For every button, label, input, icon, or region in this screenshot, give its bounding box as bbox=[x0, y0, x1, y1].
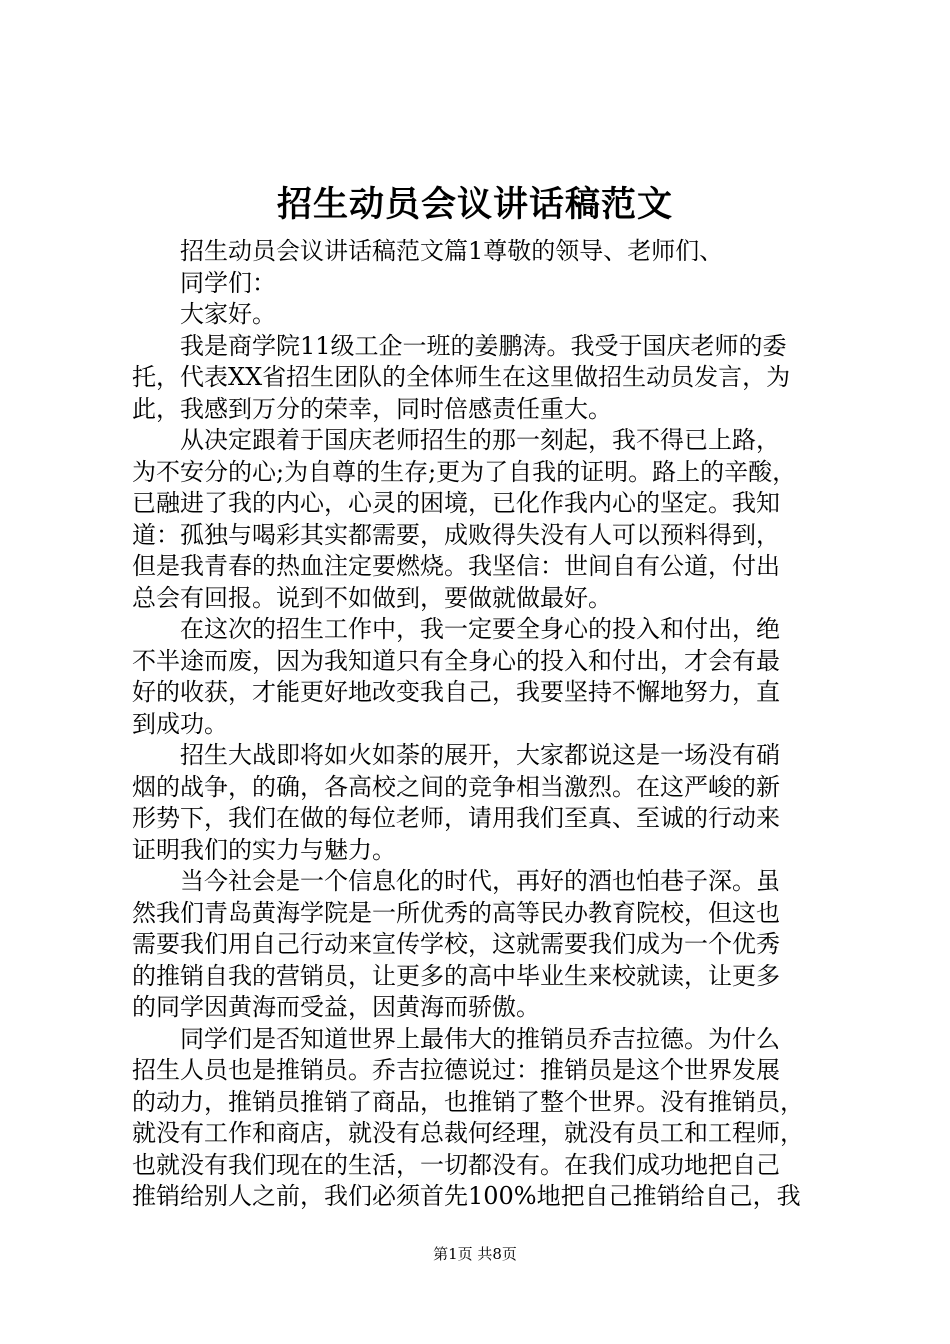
text-line: 推销给别人之前，我们必须首先100%地把自己推销给自己，我 bbox=[132, 1182, 801, 1210]
text-line: 招生人员也是推销员。乔吉拉德说过：推销员是这个世界发展 bbox=[132, 1056, 780, 1084]
text-line: 同学们是否知道世界上最伟大的推销员乔吉拉德。为什么 bbox=[180, 1024, 780, 1053]
text-line: 到成功。 bbox=[132, 709, 228, 738]
text-line: 同学们： bbox=[180, 268, 276, 297]
document-body bbox=[132, 236, 832, 1213]
text-line: 总会有回报。说到不如做到，要做就做最好。 bbox=[132, 583, 612, 612]
text-line: 然我们青岛黄海学院是一所优秀的高等民办教育院校，但这也 bbox=[132, 898, 780, 927]
text-line: 证明我们的实力与魅力。 bbox=[132, 835, 396, 864]
text-line: 托，代表XX省招生团队的全体师生在这里做招生动员发言，为 bbox=[132, 363, 791, 391]
text-line: 不半途而废，因为我知道只有全身心的投入和付出，才会有最 bbox=[132, 646, 780, 675]
text-line: 也就没有我们现在的生活，一切都没有。在我们成功地把自己 bbox=[132, 1150, 780, 1179]
page-footer: 第1页 共8页 bbox=[433, 1245, 517, 1263]
text-line: 好的收获，才能更好地改变我自己，我要坚持不懈地努力，直 bbox=[132, 678, 780, 706]
text-line: 形势下，我们在做的每位老师，请用我们至真、至诚的行动来 bbox=[132, 804, 780, 832]
text-line: 烟的战争，的确，各高校之间的竞争相当激烈。在这严峻的新 bbox=[132, 772, 780, 801]
text-line: 就没有工作和商店，就没有总裁何经理，就没有员工和工程师， bbox=[132, 1119, 804, 1147]
text-line: 大家好。 bbox=[180, 300, 276, 328]
document-title: 招生动员会议讲话稿范文 bbox=[276, 185, 673, 225]
text-line: 的动力，推销员推销了商品，也推销了整个世界。没有推销员， bbox=[132, 1087, 804, 1116]
text-line: 的同学因黄海而受益，因黄海而骄傲。 bbox=[132, 993, 540, 1021]
text-line: 为不安分的心;为自尊的生存;更为了自我的证明。路上的辛酸， bbox=[132, 457, 797, 486]
text-line: 在这次的招生工作中，我一定要全身心的投入和付出，绝 bbox=[180, 615, 780, 643]
text-line: 当今社会是一个信息化的时代，再好的酒也怕巷子深。虽 bbox=[180, 867, 780, 895]
text-line: 需要我们用自己行动来宣传学校，这就需要我们成为一个优秀 bbox=[132, 930, 780, 958]
text-line: 我是商学院11级工企一班的姜鹏涛。我受于国庆老师的委 bbox=[180, 331, 787, 360]
text-line: 的推销自我的营销员，让更多的高中毕业生来校就读，让更多 bbox=[132, 961, 780, 990]
text-line: 已融进了我的内心，心灵的困境，已化作我内心的坚定。我知 bbox=[132, 489, 780, 517]
text-line: 从决定跟着于国庆老师招生的那一刻起，我不得已上路， bbox=[180, 426, 780, 454]
text-line: 道：孤独与喝彩其实都需要，成败得失没有人可以预料得到， bbox=[132, 520, 780, 549]
text-line: 此，我感到万分的荣幸，同时倍感责任重大。 bbox=[132, 394, 612, 423]
text-line: 招生动员会议讲话稿范文篇1尊敬的领导、老师们、 bbox=[180, 237, 724, 265]
text-line: 但是我青春的热血注定要燃烧。我坚信：世间自有公道，付出 bbox=[132, 552, 780, 580]
text-line: 招生大战即将如火如荼的展开，大家都说这是一场没有硝 bbox=[180, 741, 780, 769]
